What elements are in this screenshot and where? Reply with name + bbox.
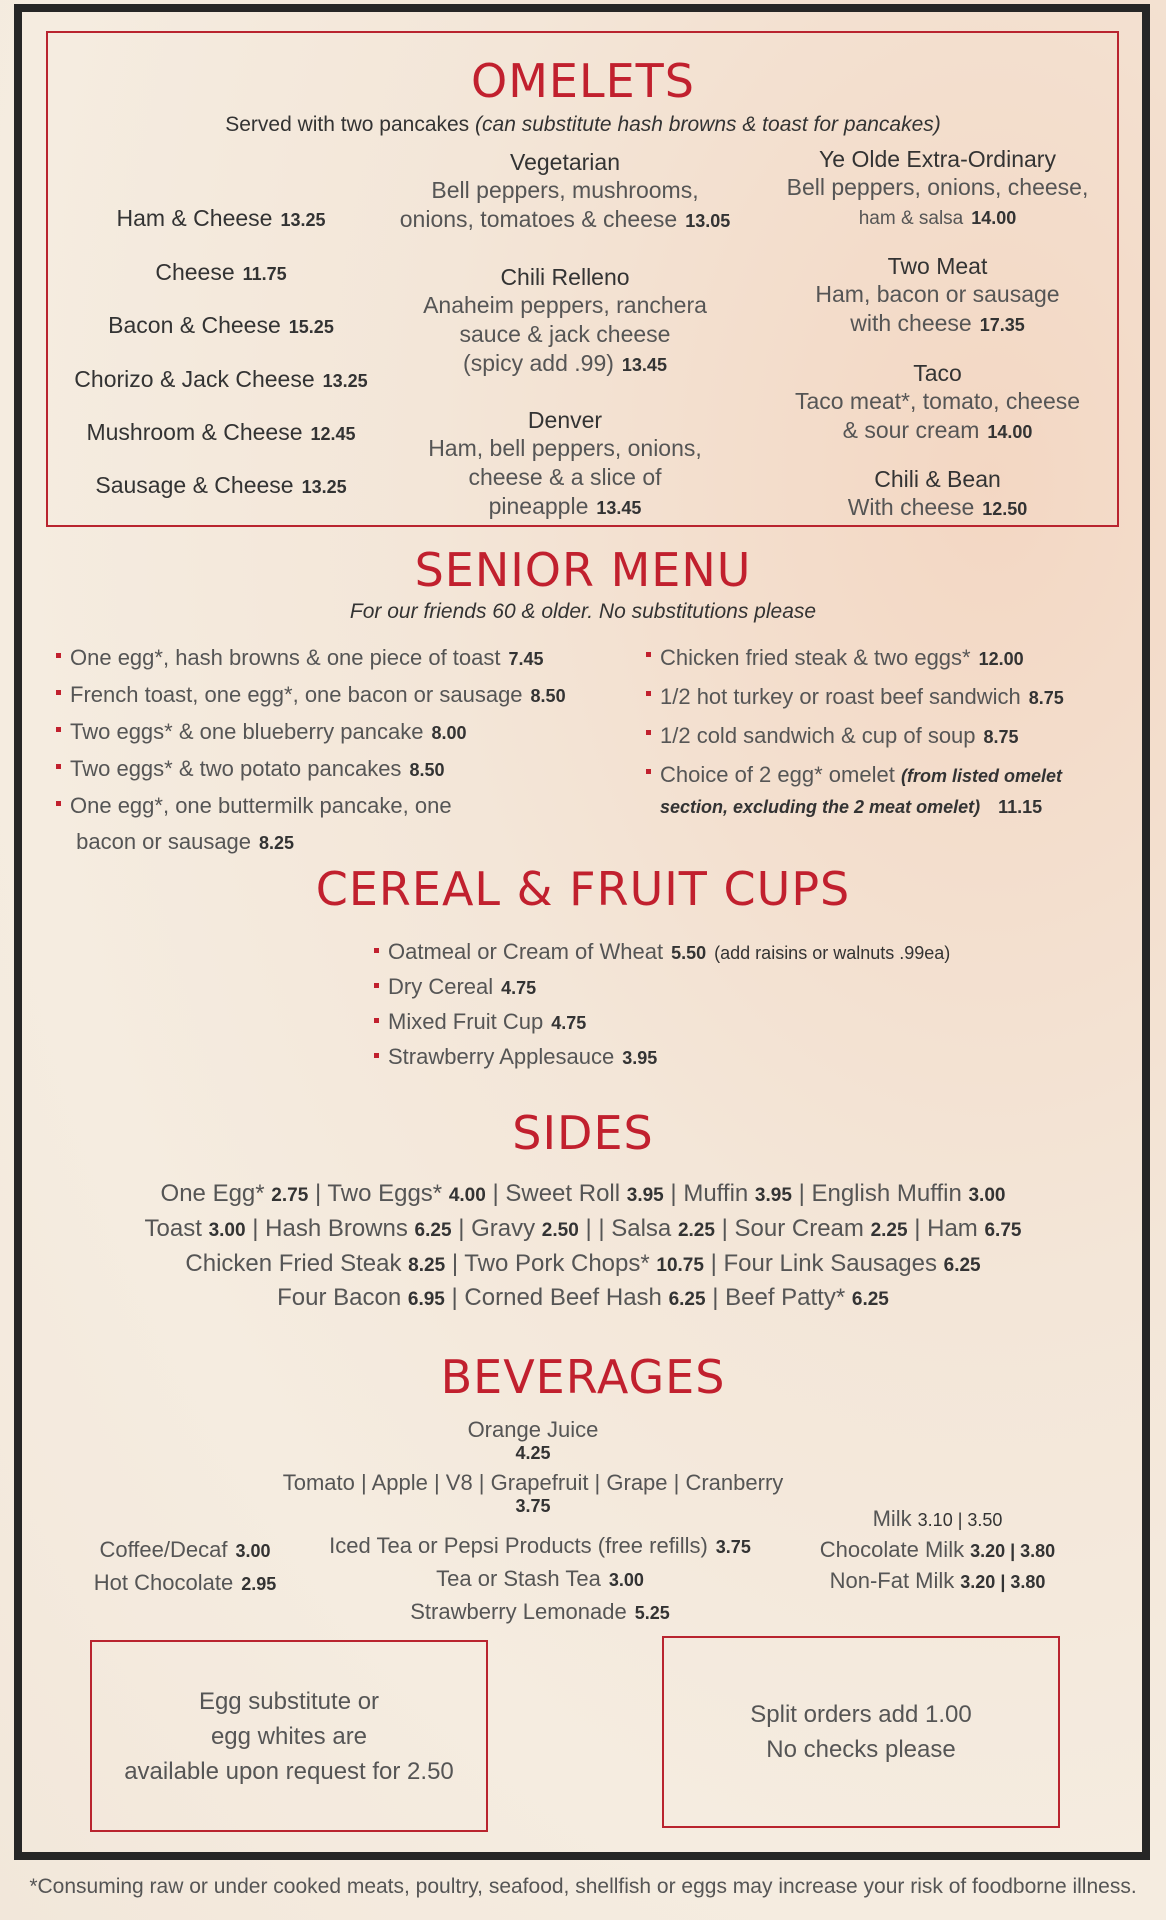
omelet-item: Chorizo & Jack Cheese 13.25 xyxy=(74,366,368,392)
beverages-middle: Iced Tea or Pepsi Products (free refills) 3.75 Tea or Stash Tea 3.00 Strawberry Lemonade 5.25 xyxy=(329,1533,751,1624)
list-item: One egg*, hash browns & one piece of toast 7.45 xyxy=(56,640,616,677)
senior-left-list xyxy=(56,640,616,861)
sides-line-3: Chicken Fried Steak 8.25 | Two Pork Chops* 10.75 | Four Link Sausages 6.25 xyxy=(185,1250,981,1277)
beverages-center: Orange Juice 4.25 Tomato | Apple | V8 | Grapefruit | Grape | Cranberry 3.75 xyxy=(233,1416,833,1516)
consumer-advisory-footnote: *Consuming raw or under cooked meats, poultry, seafood, shellfish or eggs may increase your risk of foodborne illness. xyxy=(29,1875,1137,1898)
cereal-title: CEREAL & FRUIT CUPS xyxy=(315,862,851,916)
omelet-item: Cheese 11.75 xyxy=(155,259,287,285)
list-item: Mixed Fruit Cup 4.75 xyxy=(374,1005,1074,1040)
omelet-chili-bean: Chili & Bean With cheese 12.50 xyxy=(847,466,1028,520)
omelets-subtitle-note: (can substitute hash browns & toast for pancakes) xyxy=(475,113,941,136)
omelet-item: Bacon & Cheese 15.25 xyxy=(108,312,334,338)
list-item: Strawberry Applesauce 3.95 xyxy=(374,1040,1074,1075)
list-item: Two eggs* & two potato pancakes 8.50 xyxy=(56,751,616,788)
bev-oj: Orange Juice xyxy=(467,1417,599,1442)
bev-juices: Tomato | Apple | V8 | Grapefruit | Grape | Cranberry xyxy=(282,1470,784,1495)
list-item: One egg*, one buttermilk pancake, one bacon or sausage 8.25 xyxy=(56,788,616,861)
omelets-subtitle xyxy=(0,113,1166,137)
omelet-item: Sausage & Cheese 13.25 xyxy=(95,472,347,498)
senior-subtitle: For our friends 60 & older. No substitutions please xyxy=(349,600,817,623)
omelet-two-meat: Two Meat Ham, bacon or sausage with cheese 17.35 xyxy=(815,253,1060,336)
senior-title: SENIOR MENU xyxy=(414,543,752,597)
egg-substitute-note: Egg substitute or egg whites are available upon request for 2.50 xyxy=(90,1640,488,1832)
split-orders-note: Split orders add 1.00 No checks please xyxy=(662,1636,1060,1828)
beverages-right: Milk 3.10 | 3.50 Chocolate Milk 3.20 | 3.80 Non-Fat Milk 3.20 | 3.80 xyxy=(819,1506,1056,1593)
list-item: Chicken fried steak & two eggs* 12.00 xyxy=(646,639,1116,678)
omelets-title: OMELETS xyxy=(471,54,695,108)
list-item: Oatmeal or Cream of Wheat 5.50 (add raisins or walnuts .99ea) xyxy=(374,935,1074,970)
list-item: 1/2 cold sandwich & cup of soup 8.75 xyxy=(646,717,1116,756)
sides-title: SIDES xyxy=(512,1106,654,1160)
beverages-title: BEVERAGES xyxy=(440,1350,726,1404)
cereal-list xyxy=(374,935,1074,1075)
omelet-vegetarian: Vegetarian Bell peppers, mushrooms, onions, tomatoes & cheese 13.05 xyxy=(399,149,731,232)
omelet-item: Mushroom & Cheese 12.45 xyxy=(86,419,356,445)
omelet-taco: Taco Taco meat*, tomato, cheese & sour cream 14.00 xyxy=(794,360,1081,443)
omelet-item: Ham & Cheese 13.25 xyxy=(116,205,326,231)
beverages-left: Coffee/Decaf 3.00 Hot Chocolate 2.95 xyxy=(93,1537,277,1595)
omelet-denver: Denver Ham, bell peppers, onions, cheese & a slice of pineapple 13.45 xyxy=(428,407,702,519)
omelet-ye-olde: Ye Olde Extra-Ordinary Bell peppers, onions, cheese, ham & salsa 14.00 xyxy=(786,146,1089,229)
sides-line-2: Toast 3.00 | Hash Browns 6.25 | Gravy 2.50 | | Salsa 2.25 | Sour Cream 2.25 | Ham 6.75 xyxy=(144,1215,1022,1242)
omelets-subtitle-text: Served with two pancakes xyxy=(225,113,470,136)
list-item: Choice of 2 egg* omelet (from listed omelet section, excluding the 2 meat omelet) 11.15 xyxy=(646,756,1116,822)
omelet-chili-relleno: Chili Relleno Anaheim peppers, ranchera sauce & jack cheese (spicy add .99) 13.45 xyxy=(423,264,707,376)
list-item: French toast, one egg*, one bacon or sausage 8.50 xyxy=(56,677,616,714)
list-item: Two eggs* & one blueberry pancake 8.00 xyxy=(56,714,616,751)
sides-line-4: Four Bacon 6.95 | Corned Beef Hash 6.25 | Beef Patty* 6.25 xyxy=(277,1284,889,1311)
list-item: Dry Cereal 4.75 xyxy=(374,970,1074,1005)
list-item: 1/2 hot turkey or roast beef sandwich 8.75 xyxy=(646,678,1116,717)
senior-right-list xyxy=(646,639,1116,822)
sides-line-1: One Egg* 2.75 | Two Eggs* 4.00 | Sweet Roll 3.95 | Muffin 3.95 | English Muffin 3.00 xyxy=(160,1180,1006,1207)
